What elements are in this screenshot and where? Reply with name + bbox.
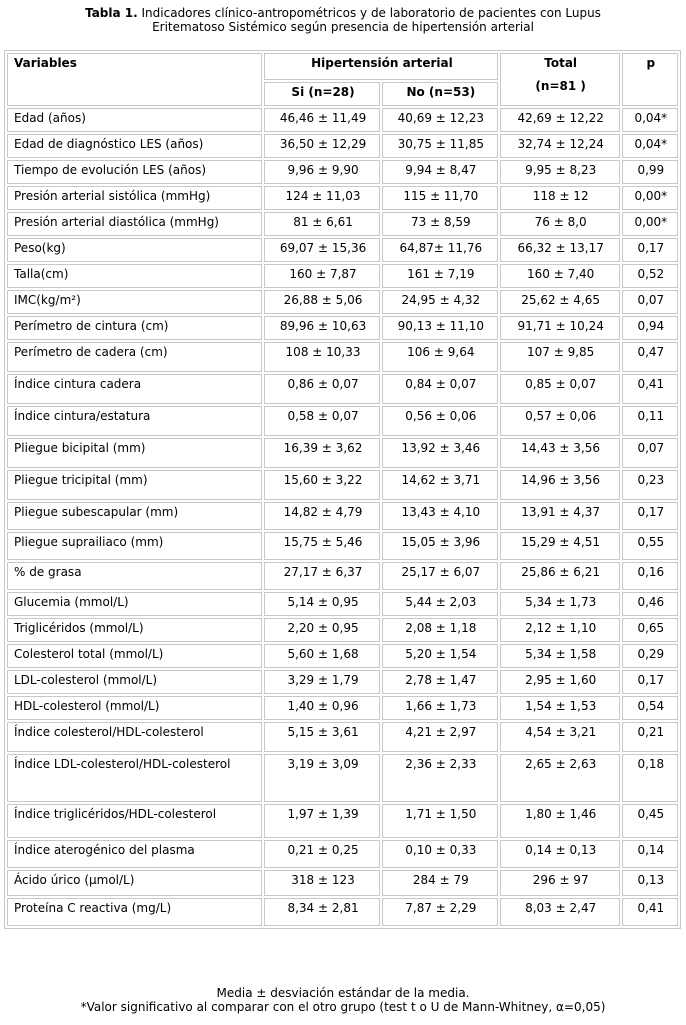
header-si: Si (n=28) (264, 82, 380, 106)
cell-variable: Índice colesterol/HDL-colesterol (7, 722, 262, 752)
cell-no: 1,71 ± 1,50 (382, 804, 498, 838)
cell-total: 15,29 ± 4,51 (500, 532, 620, 560)
table-row (7, 754, 678, 802)
cell-variable: Pliegue suprailiaco (mm) (7, 532, 262, 560)
cell-no: 7,87 ± 2,29 (382, 898, 498, 926)
cell-variable: Índice triglicéridos/HDL-colesterol (7, 804, 262, 838)
cell-variable: Ácido úrico (μmol/L) (7, 870, 262, 896)
cell-variable: Índice aterogénico del plasma (7, 840, 262, 868)
cell-no: 2,78 ± 1,47 (382, 670, 498, 694)
caption-text-2: Eritematoso Sistémico según presencia de hipertensión arterial (152, 20, 534, 34)
cell-p: 0,52 (622, 264, 678, 288)
footer-line-2: *Valor significativo al comparar con el otro grupo (test t o U de Mann-Whitney, α=0,05) (80, 1000, 606, 1014)
cell-no: 73 ± 8,59 (382, 212, 498, 236)
header-total-label: Total (544, 56, 578, 70)
cell-si: 36,50 ± 12,29 (264, 134, 380, 158)
cell-p: 0,99 (622, 160, 678, 184)
cell-si: 3,19 ± 3,09 (264, 754, 380, 802)
table-row (7, 212, 678, 236)
table-row (7, 406, 678, 436)
cell-p: 0,55 (622, 532, 678, 560)
cell-p: 0,14 (622, 840, 678, 868)
cell-si: 5,14 ± 0,95 (264, 592, 380, 616)
table-row (7, 618, 678, 642)
cell-p: 0,00* (622, 186, 678, 210)
cell-variable: IMC(kg/m²) (7, 290, 262, 314)
cell-si: 5,60 ± 1,68 (264, 644, 380, 668)
cell-si: 3,29 ± 1,79 (264, 670, 380, 694)
cell-no: 14,62 ± 3,71 (382, 470, 498, 500)
table-row (7, 670, 678, 694)
header-total (500, 53, 620, 106)
table-footer (0, 986, 686, 1014)
table-row (7, 108, 678, 132)
table-row (7, 342, 678, 372)
cell-total: 160 ± 7,40 (500, 264, 620, 288)
cell-si: 16,39 ± 3,62 (264, 438, 380, 468)
cell-p: 0,18 (622, 754, 678, 802)
caption-label: Tabla 1. (85, 6, 138, 20)
table-row (7, 840, 678, 868)
table-row (7, 592, 678, 616)
cell-variable: Proteína C reactiva (mg/L) (7, 898, 262, 926)
cell-no: 284 ± 79 (382, 870, 498, 896)
cell-si: 81 ± 6,61 (264, 212, 380, 236)
cell-p: 0,47 (622, 342, 678, 372)
cell-no: 25,17 ± 6,07 (382, 562, 498, 590)
cell-no: 9,94 ± 8,47 (382, 160, 498, 184)
cell-p: 0,07 (622, 438, 678, 468)
cell-variable: Colesterol total (mmol/L) (7, 644, 262, 668)
cell-total: 5,34 ± 1,73 (500, 592, 620, 616)
cell-total: 118 ± 12 (500, 186, 620, 210)
cell-p: 0,23 (622, 470, 678, 500)
cell-variable: Índice cintura/estatura (7, 406, 262, 436)
table-row (7, 264, 678, 288)
cell-total: 296 ± 97 (500, 870, 620, 896)
cell-variable: Presión arterial diastólica (mmHg) (7, 212, 262, 236)
table-row (7, 186, 678, 210)
cell-no: 15,05 ± 3,96 (382, 532, 498, 560)
cell-total: 5,34 ± 1,58 (500, 644, 620, 668)
cell-p: 0,13 (622, 870, 678, 896)
table-row (7, 696, 678, 720)
cell-si: 124 ± 11,03 (264, 186, 380, 210)
table-row (7, 502, 678, 530)
cell-no: 30,75 ± 11,85 (382, 134, 498, 158)
cell-no: 40,69 ± 12,23 (382, 108, 498, 132)
cell-variable: Triglicéridos (mmol/L) (7, 618, 262, 642)
table-row (7, 160, 678, 184)
cell-no: 106 ± 9,64 (382, 342, 498, 372)
table-row (7, 316, 678, 340)
cell-variable: Perímetro de cintura (cm) (7, 316, 262, 340)
cell-si: 318 ± 123 (264, 870, 380, 896)
cell-si: 69,07 ± 15,36 (264, 238, 380, 262)
cell-p: 0,00* (622, 212, 678, 236)
table-row (7, 470, 678, 500)
cell-p: 0,04* (622, 134, 678, 158)
table-row (7, 238, 678, 262)
cell-si: 0,86 ± 0,07 (264, 374, 380, 404)
cell-p: 0,29 (622, 644, 678, 668)
cell-total: 2,95 ± 1,60 (500, 670, 620, 694)
cell-total: 14,43 ± 3,56 (500, 438, 620, 468)
cell-no: 0,84 ± 0,07 (382, 374, 498, 404)
data-table (4, 50, 681, 929)
cell-no: 64,87± 11,76 (382, 238, 498, 262)
cell-total: 25,86 ± 6,21 (500, 562, 620, 590)
cell-no: 24,95 ± 4,32 (382, 290, 498, 314)
cell-no: 2,36 ± 2,33 (382, 754, 498, 802)
cell-si: 46,46 ± 11,49 (264, 108, 380, 132)
table-row (7, 870, 678, 896)
cell-variable: Perímetro de cadera (cm) (7, 342, 262, 372)
table-row (7, 532, 678, 560)
cell-si: 89,96 ± 10,63 (264, 316, 380, 340)
cell-variable: Talla(cm) (7, 264, 262, 288)
cell-variable: Tiempo de evolución LES (años) (7, 160, 262, 184)
header-hta-group: Hipertensión arterial (264, 53, 498, 80)
cell-p: 0,17 (622, 502, 678, 530)
cell-total: 91,71 ± 10,24 (500, 316, 620, 340)
cell-variable: Índice LDL-colesterol/HDL-colesterol (7, 754, 262, 802)
cell-si: 15,60 ± 3,22 (264, 470, 380, 500)
cell-si: 2,20 ± 0,95 (264, 618, 380, 642)
cell-total: 32,74 ± 12,24 (500, 134, 620, 158)
cell-total: 2,65 ± 2,63 (500, 754, 620, 802)
cell-total: 76 ± 8,0 (500, 212, 620, 236)
cell-total: 8,03 ± 2,47 (500, 898, 620, 926)
cell-si: 1,40 ± 0,96 (264, 696, 380, 720)
cell-variable: Peso(kg) (7, 238, 262, 262)
cell-p: 0,21 (622, 722, 678, 752)
cell-no: 0,56 ± 0,06 (382, 406, 498, 436)
cell-total: 4,54 ± 3,21 (500, 722, 620, 752)
table-row (7, 290, 678, 314)
footer-line-1: Media ± desviación estándar de la media. (216, 986, 470, 1000)
cell-variable: Edad de diagnóstico LES (años) (7, 134, 262, 158)
cell-si: 9,96 ± 9,90 (264, 160, 380, 184)
cell-no: 1,66 ± 1,73 (382, 696, 498, 720)
caption-line-1 (0, 6, 686, 20)
cell-p: 0,41 (622, 374, 678, 404)
cell-si: 108 ± 10,33 (264, 342, 380, 372)
cell-si: 160 ± 7,87 (264, 264, 380, 288)
cell-p: 0,11 (622, 406, 678, 436)
cell-total: 42,69 ± 12,22 (500, 108, 620, 132)
cell-si: 26,88 ± 5,06 (264, 290, 380, 314)
cell-no: 13,43 ± 4,10 (382, 502, 498, 530)
cell-p: 0,17 (622, 670, 678, 694)
cell-p: 0,94 (622, 316, 678, 340)
cell-si: 0,58 ± 0,07 (264, 406, 380, 436)
cell-total: 107 ± 9,85 (500, 342, 620, 372)
cell-si: 8,34 ± 2,81 (264, 898, 380, 926)
cell-no: 4,21 ± 2,97 (382, 722, 498, 752)
table-row (7, 374, 678, 404)
cell-total: 0,85 ± 0,07 (500, 374, 620, 404)
header-total-n: (n=81 ) (535, 79, 586, 93)
cell-total: 0,14 ± 0,13 (500, 840, 620, 868)
cell-variable: % de grasa (7, 562, 262, 590)
header-p: p (622, 53, 678, 106)
cell-no: 161 ± 7,19 (382, 264, 498, 288)
cell-p: 0,45 (622, 804, 678, 838)
cell-no: 5,44 ± 2,03 (382, 592, 498, 616)
table-row (7, 722, 678, 752)
cell-no: 0,10 ± 0,33 (382, 840, 498, 868)
cell-total: 25,62 ± 4,65 (500, 290, 620, 314)
cell-no: 2,08 ± 1,18 (382, 618, 498, 642)
table-row (7, 438, 678, 468)
cell-variable: Índice cintura cadera (7, 374, 262, 404)
cell-no: 13,92 ± 3,46 (382, 438, 498, 468)
cell-variable: Edad (años) (7, 108, 262, 132)
cell-total: 1,54 ± 1,53 (500, 696, 620, 720)
cell-variable: Pliegue tricipital (mm) (7, 470, 262, 500)
cell-si: 14,82 ± 4,79 (264, 502, 380, 530)
header-row-1 (7, 53, 678, 80)
cell-p: 0,07 (622, 290, 678, 314)
cell-total: 1,80 ± 1,46 (500, 804, 620, 838)
cell-si: 0,21 ± 0,25 (264, 840, 380, 868)
header-variables: Variables (7, 53, 262, 106)
table-row (7, 644, 678, 668)
table-row (7, 898, 678, 926)
cell-variable: HDL-colesterol (mmol/L) (7, 696, 262, 720)
cell-variable: Pliegue subescapular (mm) (7, 502, 262, 530)
cell-variable: Presión arterial sistólica (mmHg) (7, 186, 262, 210)
cell-total: 2,12 ± 1,10 (500, 618, 620, 642)
cell-total: 0,57 ± 0,06 (500, 406, 620, 436)
header-no: No (n=53) (382, 82, 498, 106)
cell-no: 90,13 ± 11,10 (382, 316, 498, 340)
cell-p: 0,16 (622, 562, 678, 590)
table-row (7, 562, 678, 590)
cell-variable: Pliegue bicipital (mm) (7, 438, 262, 468)
cell-total: 13,91 ± 4,37 (500, 502, 620, 530)
cell-variable: LDL-colesterol (mmol/L) (7, 670, 262, 694)
cell-si: 1,97 ± 1,39 (264, 804, 380, 838)
cell-total: 66,32 ± 13,17 (500, 238, 620, 262)
table-caption (0, 6, 686, 34)
cell-p: 0,46 (622, 592, 678, 616)
cell-p: 0,04* (622, 108, 678, 132)
cell-si: 5,15 ± 3,61 (264, 722, 380, 752)
cell-si: 15,75 ± 5,46 (264, 532, 380, 560)
cell-no: 5,20 ± 1,54 (382, 644, 498, 668)
cell-p: 0,41 (622, 898, 678, 926)
table-row (7, 804, 678, 838)
cell-p: 0,17 (622, 238, 678, 262)
cell-p: 0,54 (622, 696, 678, 720)
cell-total: 14,96 ± 3,56 (500, 470, 620, 500)
caption-text-1: Indicadores clínico-antropométricos y de laboratorio de pacientes con Lupus (141, 6, 601, 20)
table-row (7, 134, 678, 158)
cell-total: 9,95 ± 8,23 (500, 160, 620, 184)
cell-no: 115 ± 11,70 (382, 186, 498, 210)
cell-variable: Glucemia (mmol/L) (7, 592, 262, 616)
cell-si: 27,17 ± 6,37 (264, 562, 380, 590)
cell-p: 0,65 (622, 618, 678, 642)
